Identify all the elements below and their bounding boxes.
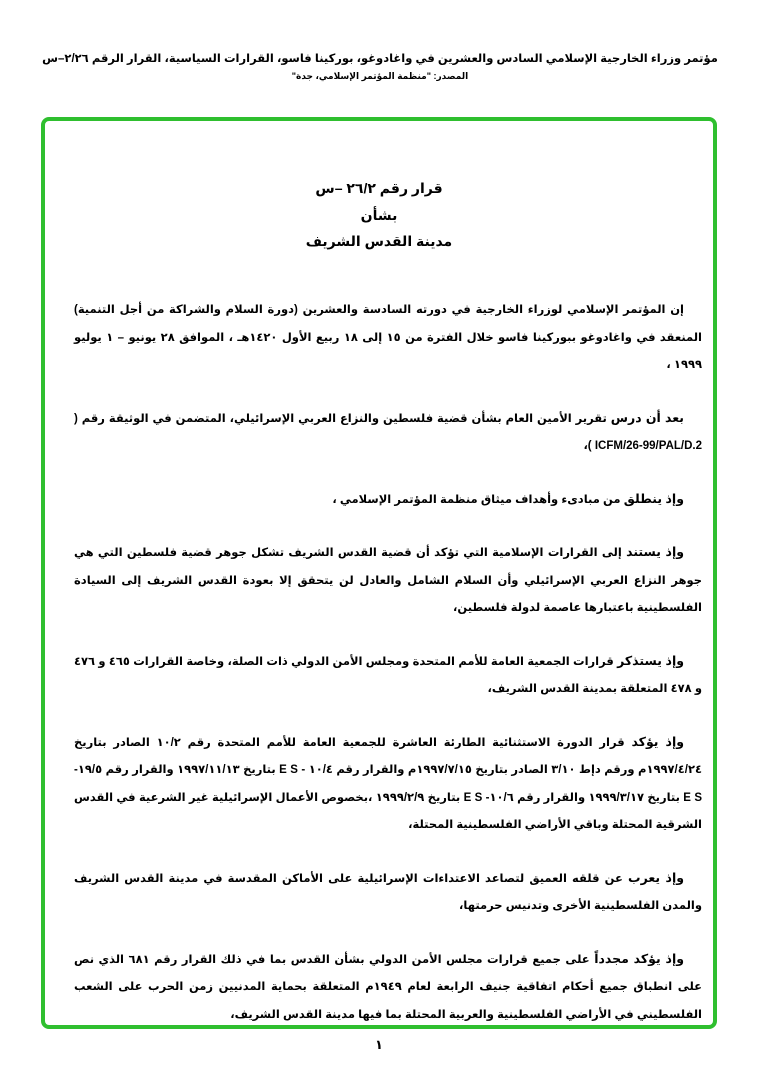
paragraph: [74, 405, 702, 461]
document-header-title: مؤتمر وزراء الخارجية الإسلامي السادس والعشرين في واغادوغو، بوركينا فاسو، القرارات السياسية، القرار الرقم ٢/٢٦–س: [42, 53, 718, 65]
paragraph-text: تقرير الأمين العام بشأن قضية فلسطين والنزاع العربي الإسرائيلي، المتضمن في الوثيقة رقم ( ICFM/26-99/PAL/D.2 )،: [74, 412, 702, 452]
paragraph-text: إن المؤتمر الإسلامي لوزراء الخارجية في دورته السادسة والعشرين (دورة السلام والشراكة من أجل التنمية) المنعقد في واغادوغو ببوركينا فاسو خلال الفترة من ١٥ إلى ١٨ ربيع الأول ١٤٢٠هـ ، الموافق ٢٨ يونيو – ١ يوليو ١٩٩٩ ،: [74, 304, 702, 371]
paragraph-lead: وإذ يستذكر: [617, 653, 684, 668]
paragraph-text: عن قلقه العميق لتصاعد الاعتداءات الإسرائيلية على الأماكن المقدسة في مدينة القدس الشريف والمدن الفلسطينية الأخرى وتدنيس حرمتها،: [74, 872, 702, 912]
paragraph-lead: بعد أن درس: [610, 410, 684, 425]
page-number: ١: [375, 1037, 383, 1052]
paragraph: [74, 729, 702, 840]
resolution-number: قرار رقم ٢٦/٢ –س: [315, 180, 443, 196]
paragraph-text: قرارات الجمعية العامة للأمم المتحدة ومجلس الأمن الدولي ذات الصلة، وخاصة القرارات ٤٦٥ و ٤٧٦ و ٤٧٨ المتعلقة بمدينة القدس الشريف،: [74, 655, 702, 695]
paragraph: [74, 486, 702, 515]
paragraph-text: قرار الدورة الاستثنائية الطارئة العاشرة للجمعية العامة للأمم المتحدة رقم ١٠/٢ الصادر بتاريخ ١٩٩٧/٤/٢٤م ورقم دإط ٣/١٠ الصادر بتاريخ ١٩٩٧/٧/١٥م والقرار رقم ١٠/٤ - E S بتاريخ ١٩٩٧/١١/١٣ والقرار رقم ١٩/٥- E S بتاريخ ١٩٩٩/٣/١٧ والقرار رقم ١٠/٦- E S بتاريخ ١٩٩٩/٢/٩ ،بخصوص الأعمال الإسرائيلية غير الشرعية في القدس الشرقية المحتلة وباقي الأراضي الفلسطينية المحتلة،: [74, 736, 703, 831]
paragraph-lead: وإذ يؤكد: [631, 734, 685, 749]
paragraph-text: من مبادىء وأهداف ميثاق منظمة المؤتمر الإسلامي ،: [332, 493, 621, 506]
paragraph-lead: وإذ يستند: [626, 545, 685, 559]
paragraph: [74, 648, 702, 704]
paragraph-lead: وإذ ينطلق: [623, 491, 684, 506]
document-source: المصدر: "منظمة المؤتمر الإسلامي، جدة": [291, 71, 469, 81]
paragraph: [74, 865, 702, 921]
resolution-concerning: بشأن: [360, 207, 398, 223]
paragraph: [74, 946, 702, 1030]
paragraph: [74, 297, 702, 380]
paragraph: [74, 539, 702, 623]
paragraph-text: إلى القرارات الإسلامية التي تؤكد أن قضية القدس الشريف تشكل جوهر قضية فلسطين التي هي جوهر النزاع العربي الإسرائيلي وأن السلام الشامل والعادل لن يتحقق إلا بعودة القدس الشريف إلى السيادة الفلسطينية باعتبارها عاصمة لدولة فلسطين،: [74, 547, 702, 614]
paragraph-lead: وإذ يعرب: [628, 870, 684, 885]
paragraph-lead: وإذ يؤكد مجدداً: [594, 951, 684, 966]
resolution-subject: مدينة القدس الشريف: [305, 233, 453, 249]
paragraph-text: على جميع قرارات مجلس الأمن الدولي بشأن القدس بما في ذلك القرار رقم ٦٨١ الذي نص على انطباق جميع أحكام اتفاقية جنيف الرابعة لعام ١٩٤٩م المتعلقة بحماية المدنيين زمن الحرب على الشعب الفلسطيني في الأراضي الفلسطينية والعربية المحتلة بما فيها مدينة القدس الشريف،: [74, 953, 702, 1021]
resolution-body: [74, 297, 702, 1054]
